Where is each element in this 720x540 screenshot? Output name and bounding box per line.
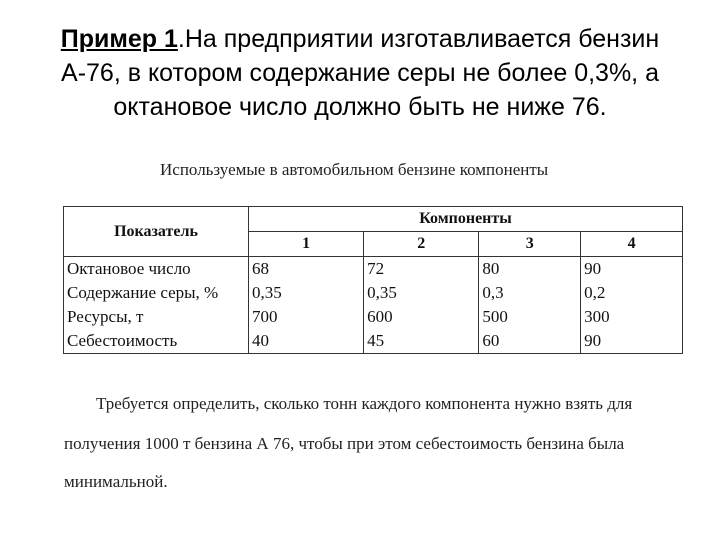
example-label: Пример 1: [60, 25, 178, 53]
row-name: Октановое число: [64, 257, 249, 282]
cell-value: 45: [364, 329, 479, 354]
component-number: 2: [364, 232, 479, 257]
cell-value: 300: [581, 305, 683, 329]
cell-value: 90: [581, 257, 683, 282]
title-text: .На предприятии изготавливается бензин А-76, в котором содержание серы не более 0,3%, а октановое число должно быть не ниже 76.: [61, 25, 660, 121]
cell-value: 72: [364, 257, 479, 282]
header-indicator: Показатель: [64, 207, 249, 257]
cell-value: 68: [249, 257, 364, 282]
task-line-1: Требуется определить, сколько тонн каждого компонента нужно взять для: [96, 394, 633, 413]
cell-value: 0,35: [364, 281, 479, 305]
components-table: [63, 206, 683, 354]
cell-value: 700: [249, 305, 364, 329]
slide-title: [30, 22, 690, 124]
table-caption: Используемые в автомобильном бензине компоненты: [160, 160, 549, 179]
cell-value: 80: [479, 257, 581, 282]
cell-value: 40: [249, 329, 364, 354]
cell-value: 90: [581, 329, 683, 354]
component-number: 1: [249, 232, 364, 257]
table-row: [64, 305, 683, 329]
header-components: Компоненты: [249, 207, 683, 232]
row-name: Содержание серы, %: [64, 281, 249, 305]
component-number: 4: [581, 232, 683, 257]
row-name: Себестоимость: [64, 329, 249, 354]
cell-value: 60: [479, 329, 581, 354]
table-row: [64, 257, 683, 282]
table-row: [64, 329, 683, 354]
row-name: Ресурсы, т: [64, 305, 249, 329]
cell-value: 600: [364, 305, 479, 329]
task-line-2: получения 1000 т бензина А 76, чтобы при этом себестоимость бензина была: [64, 434, 625, 453]
cell-value: 0,2: [581, 281, 683, 305]
cell-value: 500: [479, 305, 581, 329]
component-number: 3: [479, 232, 581, 257]
cell-value: 0,35: [249, 281, 364, 305]
task-line-3: минимальной.: [64, 472, 168, 491]
table-row: [64, 281, 683, 305]
cell-value: 0,3: [479, 281, 581, 305]
